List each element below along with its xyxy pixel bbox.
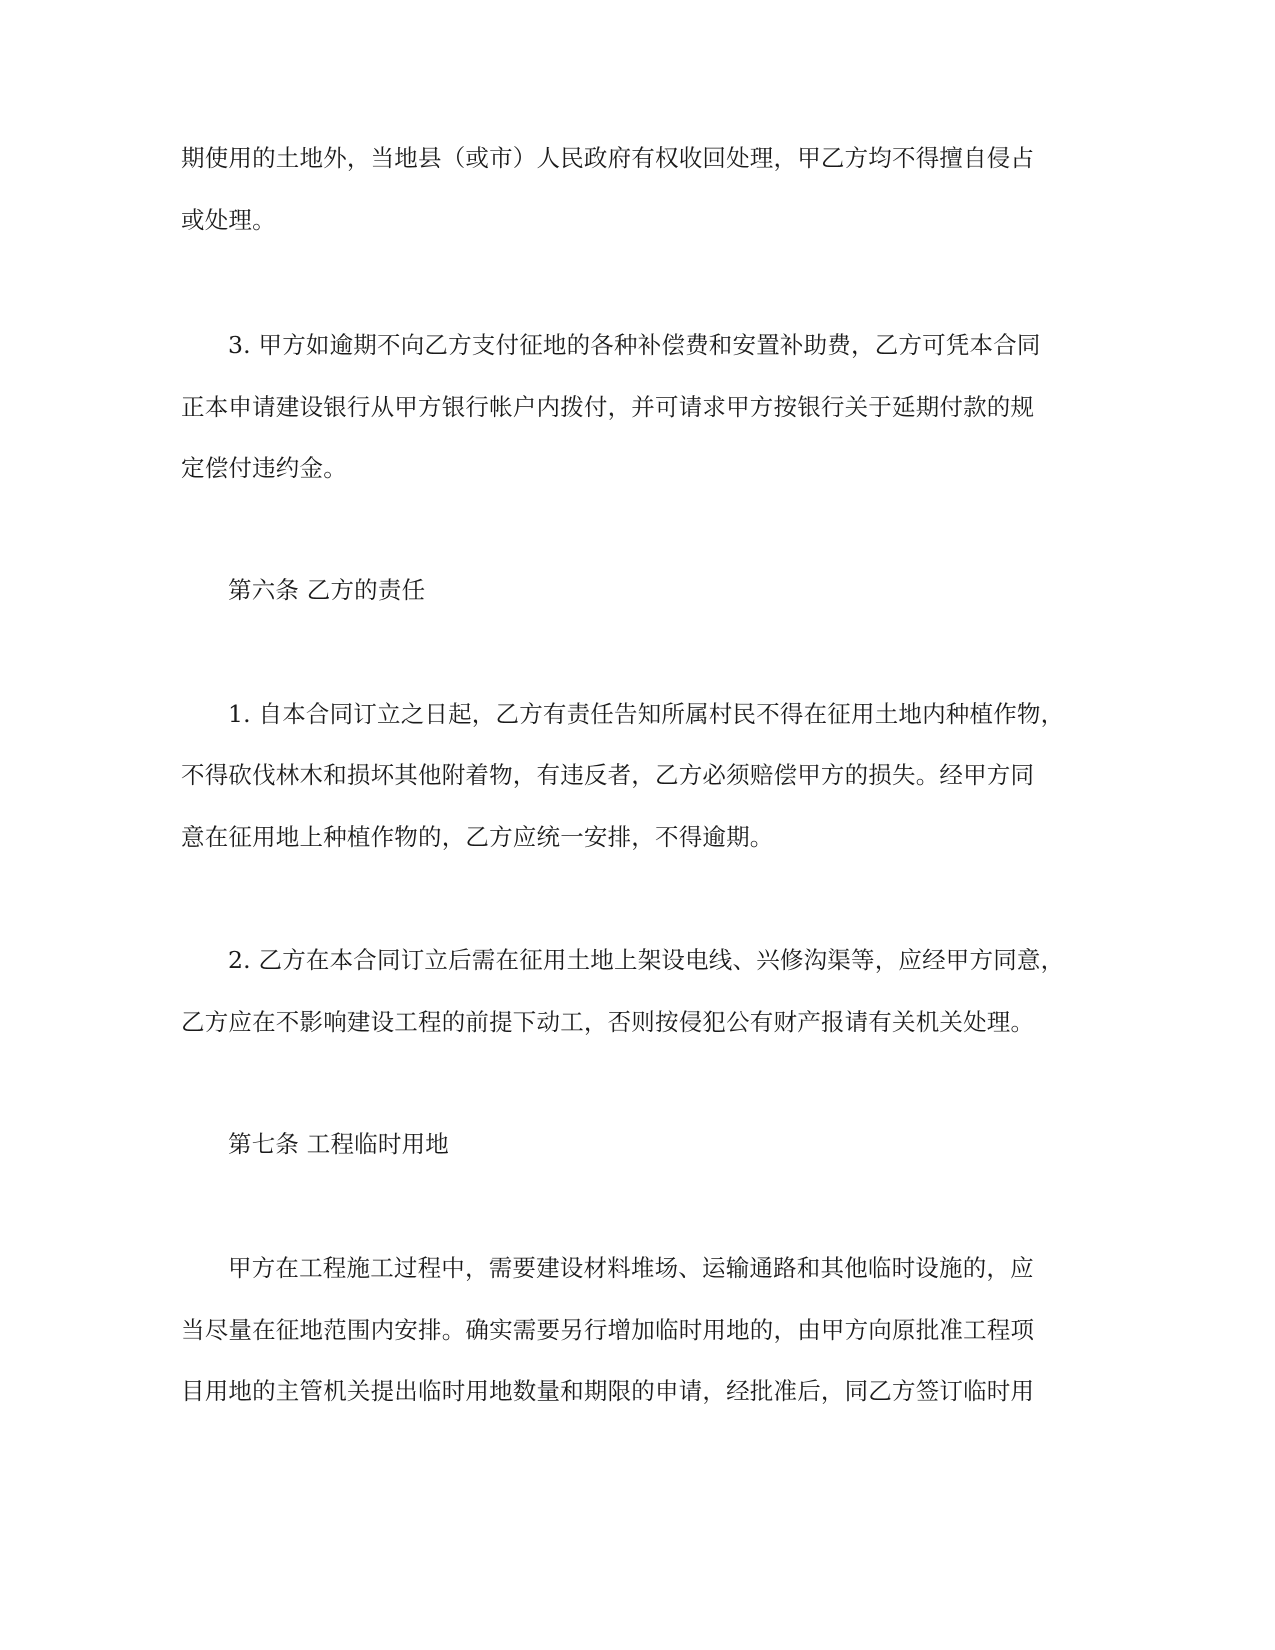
section-heading: 第七条 工程临时用地: [228, 1130, 449, 1158]
paragraph-line: 期使用的土地外，当地县（或市）人民政府有权收回处理，甲乙方均不得擅自侵占: [181, 144, 1035, 172]
paragraph-line: 乙方应在不影响建设工程的前提下动工，否则按侵犯公有财产报请有关机关处理。: [181, 1008, 1035, 1036]
section-heading: 第六条 乙方的责任: [228, 576, 426, 604]
paragraph-line: 当尽量在征地范围内安排。确实需要另行增加临时用地的，由甲方向原批准工程项: [181, 1316, 1035, 1344]
paragraph-line: 或处理。: [181, 206, 276, 234]
paragraph-line: 1. 自本合同订立之日起，乙方有责任告知所属村民不得在征用土地内种植作物，: [228, 700, 1065, 728]
paragraph-line: 目用地的主管机关提出临时用地数量和期限的申请，经批准后，同乙方签订临时用: [181, 1377, 1035, 1405]
paragraph-line: 定偿付违约金。: [181, 454, 347, 482]
paragraph-line: 意在征用地上种植作物的，乙方应统一安排，不得逾期。: [181, 823, 774, 851]
paragraph-line: 3. 甲方如逾期不向乙方支付征地的各种补偿费和安置补助费，乙方可凭本合同: [228, 331, 1041, 359]
paragraph-line: 正本申请建设银行从甲方银行帐户内拨付，并可请求甲方按银行关于延期付款的规: [181, 393, 1035, 421]
paragraph-line: 不得砍伐林木和损坏其他附着物，有违反者，乙方必须赔偿甲方的损失。经甲方同: [181, 761, 1035, 789]
paragraph-line: 甲方在工程施工过程中，需要建设材料堆场、运输通路和其他临时设施的，应: [228, 1254, 1034, 1282]
paragraph-line: 2. 乙方在本合同订立后需在征用土地上架设电线、兴修沟渠等，应经甲方同意，: [228, 946, 1065, 974]
